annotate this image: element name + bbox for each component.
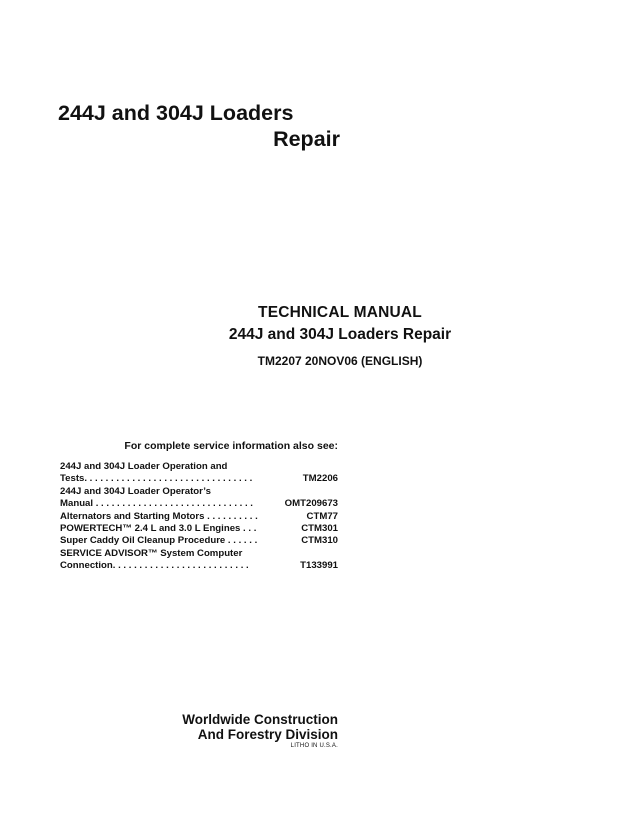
title-line-2: Repair	[273, 127, 340, 151]
technical-manual-block	[180, 303, 500, 369]
reference-row	[60, 473, 338, 485]
reference-item	[60, 486, 338, 511]
technical-manual-subtitle: 244J and 304J Loaders Repair	[228, 326, 452, 343]
reference-title: SERVICE ADVISOR™ System Computer	[60, 547, 243, 559]
reference-label: Manual . . . . . . . . . . . . . . . . . . . . . . . . . . . . . .	[60, 498, 253, 510]
reference-item	[60, 548, 338, 573]
reference-item	[60, 461, 338, 486]
manual-code: TM2207 20NOV06 (ENGLISH)	[257, 354, 423, 368]
references-intro: For complete service information also see:	[124, 440, 338, 452]
reference-item	[60, 511, 338, 523]
reference-code: CTM310	[301, 535, 338, 547]
reference-label: Connection. . . . . . . . . . . . . . . . . . . . . . . . . .	[60, 560, 249, 572]
reference-row	[60, 560, 338, 572]
reference-code: CTM77	[306, 510, 338, 522]
references-list	[60, 461, 338, 573]
reference-row	[60, 523, 338, 535]
title-line-1: 244J and 304J Loaders	[58, 101, 294, 125]
reference-code: CTM301	[301, 523, 338, 535]
reference-row	[60, 498, 338, 510]
reference-label: Alternators and Starting Motors . . . . . . . . . .	[60, 510, 258, 522]
litho-note: LITHO IN U.S.A.	[290, 743, 338, 749]
reference-label: Super Caddy Oil Cleanup Procedure . . . . . .	[60, 535, 258, 547]
reference-code: OMT209673	[284, 498, 338, 510]
division-name	[140, 713, 338, 742]
reference-label: Tests. . . . . . . . . . . . . . . . . . . . . . . . . . . . . . . .	[60, 473, 253, 485]
reference-code: TM2206	[302, 473, 338, 485]
reference-item	[60, 523, 338, 535]
reference-code: T133991	[300, 560, 338, 572]
reference-row	[60, 535, 338, 547]
technical-manual-heading: TECHNICAL MANUAL	[258, 304, 422, 321]
reference-title: 244J and 304J Loader Operation and	[60, 461, 228, 472]
reference-title: 244J and 304J Loader Operator’s	[60, 485, 211, 497]
division-line-2: And Forestry Division	[197, 726, 338, 742]
division-line-1: Worldwide Construction	[182, 712, 338, 727]
document-title	[58, 100, 340, 152]
reference-item	[60, 535, 338, 547]
reference-row	[60, 511, 338, 523]
reference-label: POWERTECH™ 2.4 L and 3.0 L Engines . . .	[60, 523, 257, 535]
